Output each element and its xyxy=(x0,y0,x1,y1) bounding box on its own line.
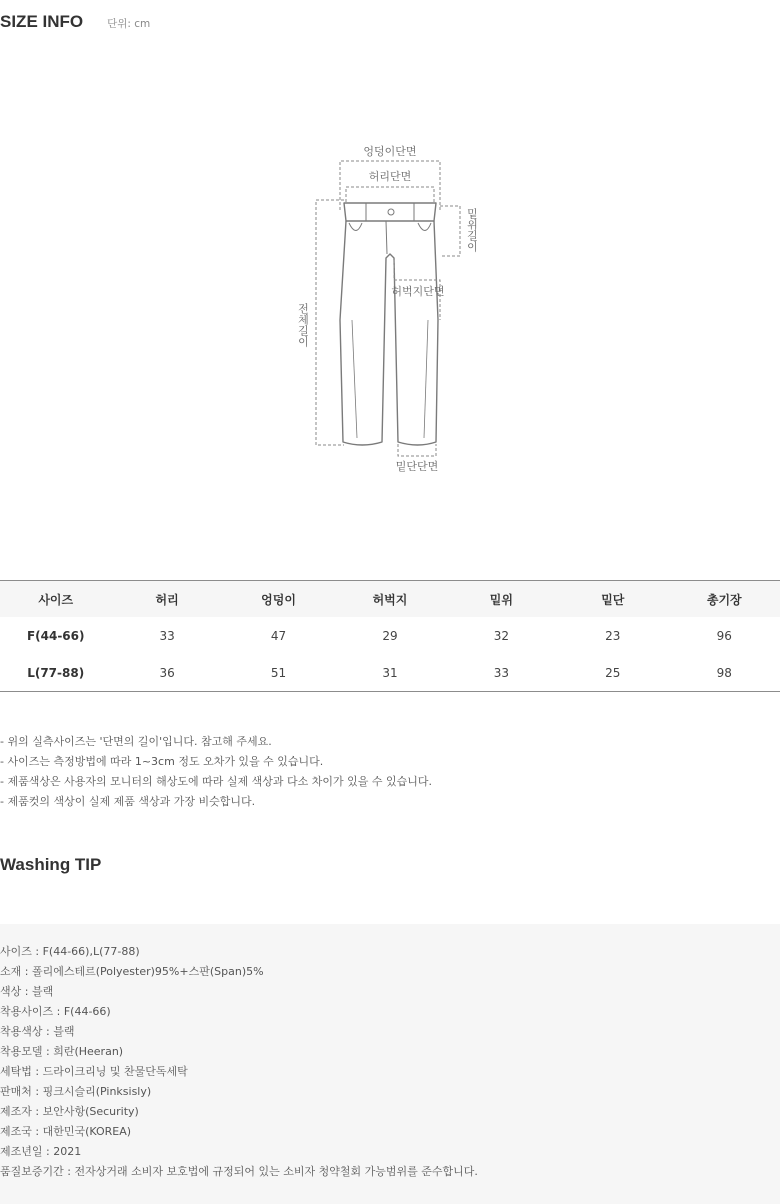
hem-column-header: 밑단 xyxy=(557,581,668,618)
info-year: 제조년일 : 2021 xyxy=(0,1145,82,1158)
fly-seam xyxy=(386,221,387,254)
note-item: - 제품컷의 색상이 실제 제품 색상과 가장 비슷합니다. xyxy=(0,795,256,808)
table-cell: 33 xyxy=(159,628,175,643)
hip-column-header: 엉덩이 xyxy=(223,581,334,618)
info-country: 제조국 : 대한민국(KOREA) xyxy=(0,1125,132,1138)
table-row xyxy=(0,617,780,654)
size-unit-label: 단위: cm xyxy=(107,18,151,30)
pants-illustration xyxy=(340,203,438,445)
waist-column-header: 허리 xyxy=(111,581,222,618)
total-length-column-header: 총기장 xyxy=(669,581,780,618)
note-item: - 위의 실측사이즈는 '단면의 길이'입니다. 참고해 주세요. xyxy=(0,735,272,748)
product-info-list xyxy=(0,942,478,1182)
button-icon xyxy=(388,209,394,215)
info-material: 소재 : 폴리에스테르(Polyester)95%+스판(Span)5% xyxy=(0,965,264,978)
table-cell: F(44-66) xyxy=(26,628,85,643)
table-cell: L(77-88) xyxy=(27,665,85,680)
info-model: 착용모델 : 희란(Heeran) xyxy=(0,1045,124,1058)
info-worn-color: 착용색상 : 블랙 xyxy=(0,1025,75,1038)
info-washing-method: 세탁법 : 드라이크리닝 및 찬물단독세탁 xyxy=(0,1065,188,1078)
table-cell: 96 xyxy=(716,628,732,643)
left-inseam xyxy=(352,320,357,438)
table-cell: 51 xyxy=(270,665,287,680)
waist-guide xyxy=(346,187,434,202)
info-seller: 판매처 : 핑크시슬리(Pinksisly) xyxy=(0,1085,152,1098)
note-item: - 제품색상은 사용자의 모니터의 해상도에 따라 실제 색상과 다소 차이가 있을 수 있습니다. xyxy=(0,775,432,788)
size-table-header-row xyxy=(0,581,780,618)
waistband-outline xyxy=(344,203,436,221)
measurement-labels xyxy=(297,144,479,473)
right-pocket xyxy=(418,223,431,231)
size-info-header xyxy=(0,12,150,36)
hip-label: 엉덩이단면 xyxy=(363,145,417,158)
right-inseam xyxy=(424,320,428,438)
table-cell: 23 xyxy=(605,628,621,643)
size-table xyxy=(0,580,780,692)
note-item: - 사이즈는 측정방법에 따라 1~3cm 정도 오차가 있을 수 있습니다. xyxy=(0,755,324,768)
rise-column-header: 밑위 xyxy=(446,581,557,618)
table-cell: 32 xyxy=(493,628,510,643)
pants-outline xyxy=(340,221,438,445)
info-warranty: 품질보증기간 : 전자상거래 소비자 보호법에 규정되어 있는 소비자 청약철회 가능범위를 준수합니다. xyxy=(0,1165,478,1178)
table-cell: 25 xyxy=(605,665,621,680)
info-manufacturer: 제조자 : 보안사항(Security) xyxy=(0,1105,139,1118)
size-column-header: 사이즈 xyxy=(0,581,111,618)
product-info-box xyxy=(0,924,780,1204)
info-size: 사이즈 : F(44-66),L(77-88) xyxy=(0,945,140,958)
hem-label: 밑단단면 xyxy=(395,460,439,473)
table-cell: 31 xyxy=(382,665,398,680)
info-color: 색상 : 블랙 xyxy=(0,985,54,998)
washing-tip-title: Washing TIP xyxy=(0,855,102,874)
table-cell: 98 xyxy=(716,665,732,680)
measurement-guides xyxy=(316,161,460,456)
table-cell: 33 xyxy=(493,665,510,680)
table-cell: 29 xyxy=(382,628,398,643)
waist-label: 허리단면 xyxy=(368,170,412,183)
info-worn-size: 착용사이즈 : F(44-66) xyxy=(0,1005,111,1018)
thigh-column-header: 허벅지 xyxy=(334,581,445,618)
table-cell: 47 xyxy=(270,628,287,643)
left-pocket xyxy=(349,223,362,231)
table-row xyxy=(0,654,780,692)
pants-measurement-diagram xyxy=(0,130,780,490)
thigh-label: 허벅지단면 xyxy=(391,285,445,298)
hem-guide xyxy=(398,444,436,456)
total-length-label: 전체길이 xyxy=(296,303,310,347)
size-notes xyxy=(0,732,780,812)
size-info-title: SIZE INFO xyxy=(0,12,84,31)
table-cell: 36 xyxy=(159,665,175,680)
rise-label: 밑위길이 xyxy=(465,208,479,252)
rise-guide xyxy=(440,206,460,256)
